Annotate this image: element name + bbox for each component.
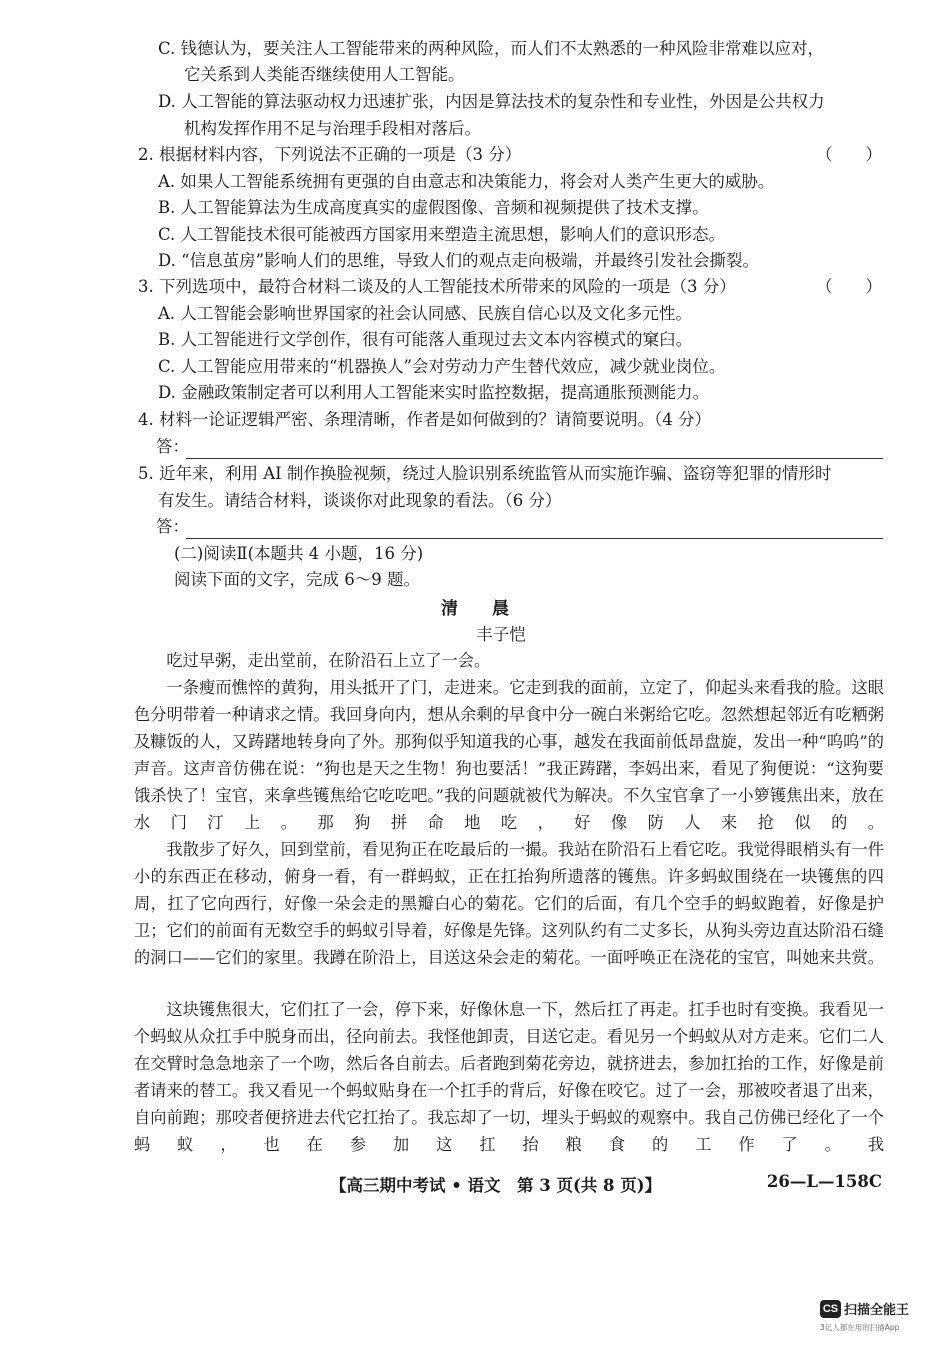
- q1-option-d-line2: 机构发挥作用不足与治理手段相对落后。: [184, 119, 481, 138]
- q2-option-b: B. 人工智能算法为生成高度真实的虚假图像、音频和视频提供了技术支撑。: [158, 198, 709, 217]
- q3-option-c: C. 人工智能应用带来的“机器换人”会对劳动力产生替代效应，减少就业岗位。: [158, 357, 726, 376]
- q5-stem-line2: 有发生。请结合材料，谈谈你对此现象的看法。（6 分）: [158, 491, 562, 510]
- section2-heading: (二)阅读Ⅱ(本题共 4 小题，16 分): [174, 544, 424, 563]
- q1-option-d-line1: D. 人工智能的算法驱动权力迅速扩张，内因是算法技术的复杂性和专业性，外因是公共权力: [158, 92, 825, 111]
- story-paragraph-4: 这块镬焦很大，它们扛了一会，停下来，好像休息一下，然后扛了再走。扛手也时有变换。我看见一个蚂蚁从众扛手中脱身而出，径向前去。我怪他卸责，目送它走。看见另一个蚂蚁从对方走来。它们二人在交臂时急急地亲了一个吻，然后各自前去。后者跑到菊花旁边，就挤进去，参加扛抬的工作，好像是前者请来的替工。我又看见一个蚂蚁贴身在一个扛手的背后，好像在咬它。过了一会，那被咬者退了出来，自向前跑；那咬者便挤进去代它扛抬了。我忘却了一切，埋头于蚂蚁的观察中。我自己仿佛已经化了一个蚂蚁，也在参加这扛抬粮食的工作了。我: [134, 1000, 884, 1154]
- section2-instruction: 阅读下面的文字，完成 6～9 题。: [174, 570, 420, 589]
- q3-answer-paren: （ ）: [816, 277, 882, 296]
- q5-answer-label: 答：: [156, 517, 189, 536]
- camscanner-logo-icon: CS: [820, 1300, 841, 1318]
- q1-option-c-line1: C. 钱德认为，要关注人工智能带来的两种风险，而人们不太熟悉的一种风险非常难以应对，: [158, 39, 825, 58]
- q2-option-c: C. 人工智能技术很可能被西方国家用来塑造主流思想，影响人们的意识形态。: [158, 225, 726, 244]
- q3-option-b: B. 人工智能进行文学创作，很有可能落人重现过去文本内容模式的窠臼。: [158, 330, 693, 349]
- watermark-tagline: 3亿人都在用的扫描App: [820, 1323, 900, 1332]
- watermark-app-name: 扫描全能王: [844, 1303, 910, 1318]
- q2-answer-paren: （ ）: [816, 145, 882, 164]
- story-paragraph-1: 吃过早粥，走出堂前，在阶沿石上立了一会。: [166, 651, 491, 670]
- q2-option-a: A. 如果人工智能系统拥有更强的自由意志和决策能力，将会对人类产生更大的威胁。: [158, 172, 775, 191]
- footer-code: 26—L—158C: [766, 1172, 882, 1191]
- story-author: 丰子恺: [476, 625, 526, 644]
- q2-stem: 2. 根据材料内容，下列说法不正确的一项是（3 分）: [138, 145, 522, 164]
- q3-stem: 3. 下列选项中，最符合材料二谈及的人工智能技术所带来的风险的一项是（3 分）: [138, 277, 736, 296]
- q1-option-c-line2: 它关系到人类能否继续使用人工智能。: [184, 65, 465, 84]
- scanner-watermark: [820, 1298, 910, 1332]
- q2-option-d: D. “信息茧房”影响人们的思维，导致人们的观点走向极端，并最终引发社会撕裂。: [158, 251, 760, 270]
- story-paragraph-2: 一条瘦而憔悴的黄狗，用头抵开了门，走进来。它走到我的面前，立定了，仰起头来看我的脸。这眼色分明带着一种请求之情。我回身向内，想从余剩的早食中分一碗白米粥给它吃。忽然想起邻近有吃粞粥及糠饭的人，又踌躇地转身向了外。那狗似乎知道我的心事，越发在我面前低昂盘旋，发出一种“呜呜”的声音。这声音仿佛在说：“狗也是天之生物！狗也要活！”我正踌躇，李妈出来，看见了狗便说：“这狗要饿杀快了！宝官，来拿些镬焦给它吃吃吧。”我的问题就被代为解决。不久宝官拿了一小箩镬焦出来，放在水门汀上。那狗拼命地吃，好像防人来抢似的。: [134, 678, 884, 832]
- story-title: 清 晨: [441, 599, 509, 619]
- q3-option-a: A. 人工智能会影响世界国家的社会认同感、民族自信心以及文化多元性。: [158, 304, 692, 323]
- q5-stem-line1: 5. 近年来，利用 AI 制作换脸视频，绕过人脸识别系统监管从而实施诈骗、盗窃等犯罪的情形时: [138, 464, 832, 483]
- q4-answer-line[interactable]: [186, 458, 883, 459]
- q5-answer-line[interactable]: [186, 538, 883, 539]
- q3-option-d: D. 金融政策制定者可以利用人工智能来实时监控数据，提高通胀预测能力。: [158, 383, 710, 402]
- q4-stem: 4. 材料一论证逻辑严密、条理清晰，作者是如何做到的？请简要说明。（4 分）: [138, 410, 711, 429]
- story-paragraph-3: 我散步了好久，回到堂前，看见狗正在吃最后的一撮。我站在阶沿石上看它吃。我觉得眼梢头有一件小的东西正在移动，俯身一看，有一群蚂蚁，正在扛抬狗所遗落的镬焦。许多蚂蚁围绕在一块镬焦的四周，扛了它向西行，好像一朵会走的黑瓣白心的菊花。它们的后面，有几个空手的蚂蚁跑着，好像是护卫；它们的前面有无数空手的蚂蚁引导着，好像是先锋。这列队约有二丈多长，从狗头旁边直达阶沿石缝的洞口——它们的家里。我蹲在阶沿上，目送这朵会走的菊花。一面呼唤正在浇花的宝官，叫她来共赏。: [134, 840, 884, 967]
- q4-answer-label: 答：: [156, 437, 189, 456]
- footer-title: 【高三期中考试 • 语文 第 3 页(共 8 页)】: [330, 1176, 662, 1195]
